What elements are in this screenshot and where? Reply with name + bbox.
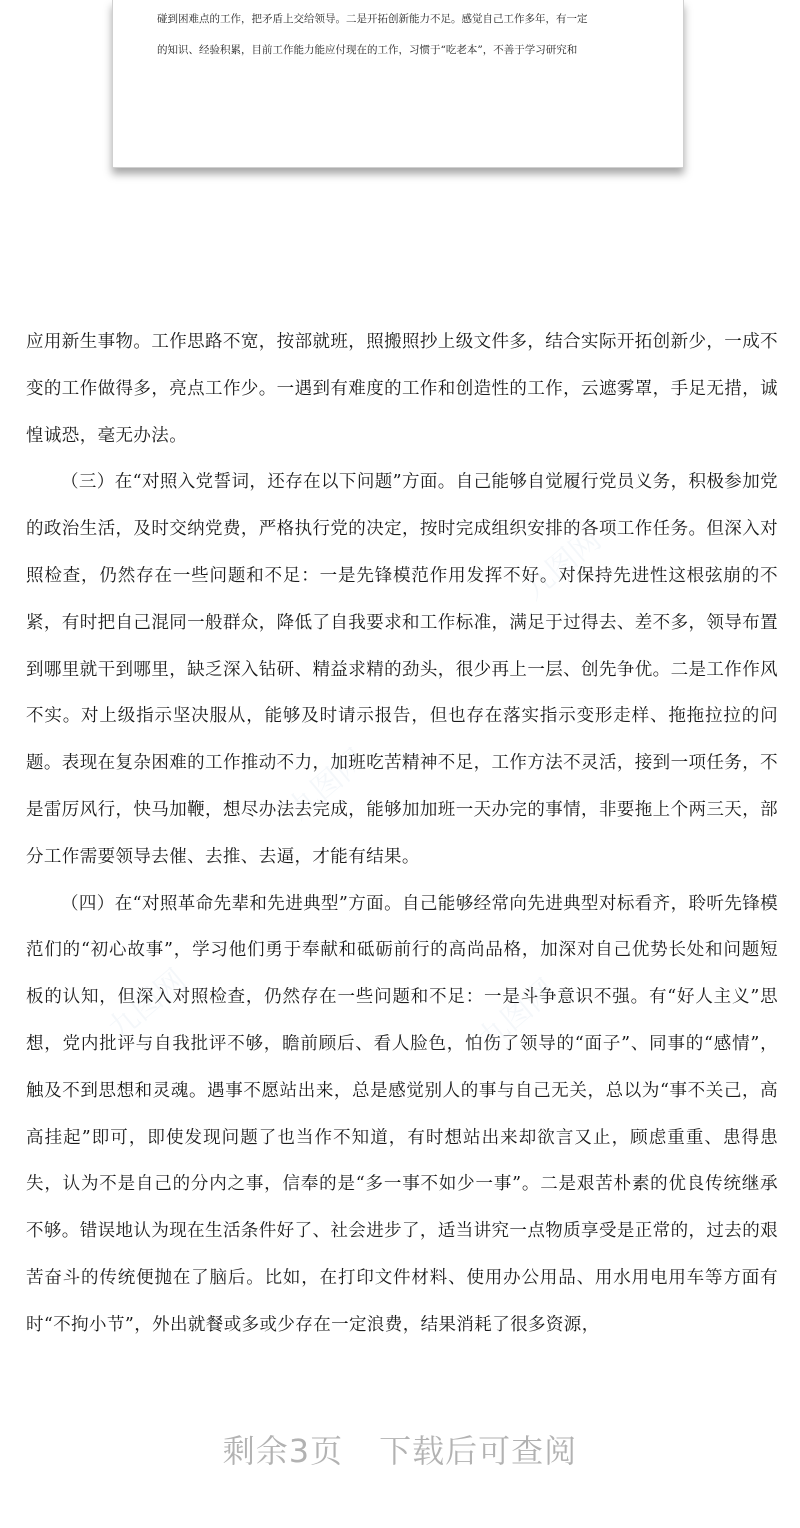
watermark: 九图网: [516, 522, 608, 608]
paragraph: （四）在“对照革命先辈和先进典型”方面。自己能够经常向先进典型对标看齐，聆听先锋模范们的“初心故事”，学习他们勇于奉献和砥砺前行的高尚品格，加深对自己优势长处和问题短板的认知，但深入对照检查，仍然存在一些问题和不足：一是斗争意识不强。有“好人主义”思想，党内批评与自我批评不够，瞻前顾后、看人脸色，怕伤了领导的“面子”、同事的“感情”，触及不到思想和灵魂。遇事不愿站出来，总是感觉别人的事与自己无关，总以为“事不关己，高高挂起”即可，即使发现问题了也当作不知道，有时想站出来却欲言又止，顾虑重重、患得患失，认为不是自己的分内之事，信奉的是“多一事不如少一事”。二是艰苦朴素的优良传统继承不够。错误地认为现在生活条件好了、社会进步了，适当讲究一点物质享受是正常的，过去的艰苦奋斗的传统便抛在了脑后。比如，在打印文件材料、使用办公用品、用水用电用车等方面有时“不拘小节”，外出就餐或多或少存在一定浪费，结果消耗了很多资源，: [26, 893, 778, 1335]
watermark: 九图网: [281, 742, 373, 828]
download-hint-label: 下载后可查阅: [379, 1432, 578, 1470]
paragraph: 应用新生事物。工作思路不宽，按部就班，照搬照抄上级文件多，结合实际开拓创新少，一成不变的工作做得多，亮点工作少。一遇到有难度的工作和创造性的工作，云遮雾罩，手足无措，诚惶诚恐，毫无办法。: [26, 332, 778, 446]
watermark: 九图网: [471, 972, 563, 1058]
page-preview-card: [112, 0, 684, 168]
preview-text-line: 碰到困难点的工作，把矛盾上交给领导。二是开拓创新能力不足。感觉自己工作多年，有一定: [157, 13, 588, 25]
paragraph: （三）在“对照入党誓词，还存在以下问题”方面。自己能够自觉履行党员义务，积极参加党的政治生活，及时交纳党费，严格执行党的决定，按时完成组织安排的各项工作任务。但深入对照检查，仍然存在一些问题和不足：一是先锋模范作用发挥不好。对保持先进性这根弦崩的不紧，有时把自己混同一般群众，降低了自我要求和工作标准，满足于过得去、差不多，领导布置到哪里就干到哪里，缺乏深入钻研、精益求精的劲头，很少再上一层、创先争优。二是工作作风不实。对上级指示坚决服从，能够及时请示报告，但也存在落实指示变形走样、拖拖拉拉的问题。表现在复杂困难的工作推动不力，加班吃苦精神不足，工作方法不灵活，接到一项任务，不是雷厉风行，快马加鞭，想尽办法去完成，能够加加班一天办完的事情，非要拖上个两三天，部分工作需要领导去催、去推、去逼，才能有结果。: [26, 472, 778, 867]
watermark: 九图网: [101, 962, 193, 1048]
preview-text-line: 的知识、经验积累，目前工作能力能应付现在的工作，习惯于“吃老本”，不善于学习研究和: [157, 44, 578, 56]
remaining-pages-label: 剩余3页: [222, 1432, 344, 1470]
download-prompt-banner[interactable]: [0, 1428, 800, 1474]
document-body: [26, 319, 778, 1349]
